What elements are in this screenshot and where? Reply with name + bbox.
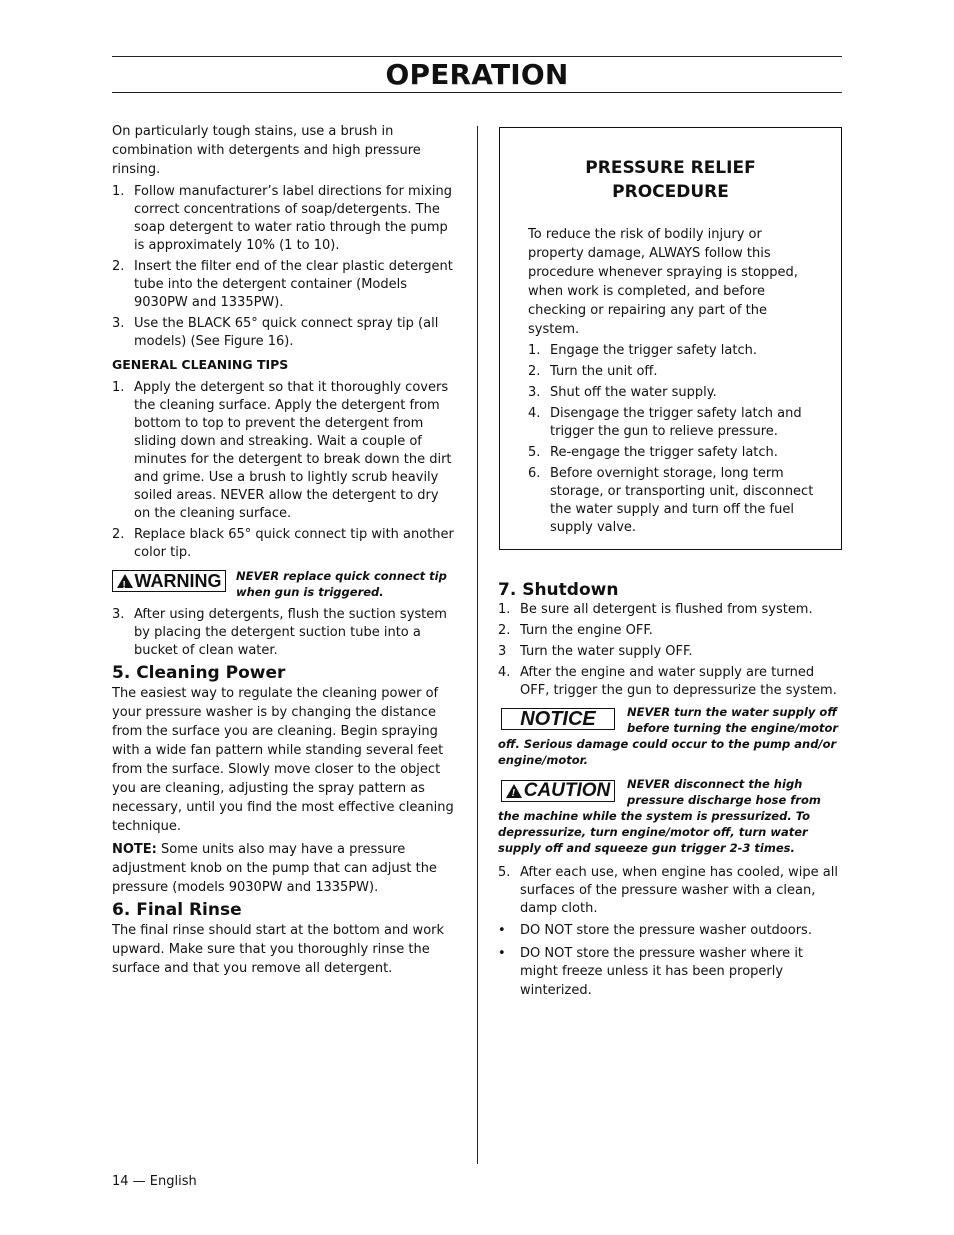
notice-badge: NOTICE [501, 708, 615, 730]
shutdown-steps [498, 601, 843, 700]
list-item: 2. Turn the unit off. [528, 364, 658, 379]
left-column [112, 122, 457, 982]
final-rinse-heading: 6. Final Rinse [112, 900, 242, 920]
list-item: 1. Be sure all detergent is flushed from system. [498, 602, 813, 617]
caution-badge: ! CAUTION [501, 780, 615, 802]
list-item: 5. Re-engage the trigger safety latch. [528, 445, 778, 460]
shutdown-heading: 7. Shutdown [498, 580, 619, 600]
list-item: 1. Follow manufacturer’s label directions for mixing correct concentrations of soap/detergents. The soap detergent to water ratio through the pump is approximately 10% (1 to 10). [112, 184, 453, 253]
intro-paragraph: On particularly tough stains, use a brush in combination with detergents and high pressure rinsing. [112, 124, 421, 177]
list-item: 1. Engage the trigger safety latch. [528, 343, 757, 358]
general-cleaning-tips-heading: GENERAL CLEANING TIPS [112, 357, 289, 372]
cleaning-tips-list [112, 379, 457, 562]
cleaning-power-note: NOTE: Some units also may have a pressure adjustment knob on the pump that can adjust the pressure (models 9030PW and 1335PW). [112, 842, 437, 895]
warning-triangle-icon [117, 574, 133, 588]
notice-text: NEVER turn the water supply off before turning the engine/motor off. Serious damage could occur to the pump and/or engine/motor. [498, 705, 839, 767]
list-item: 2. Insert the filter end of the clear plastic detergent tube into the detergent container (Models 9030PW and 1335PW). [112, 259, 453, 310]
list-item: 3. After using detergents, flush the suction system by placing the detergent suction tube into a bucket of clean water. [112, 607, 447, 658]
pressure-relief-body [528, 225, 818, 541]
caution-block [498, 776, 843, 856]
cleaning-power-body: The easiest way to regulate the cleaning power of your pressure washer is by changing the distance from the surface you are cleaning. Begin spraying with a wide fan pattern while standing several feet from the surface. Slowly move closer to the object you are cleaning, adjusting the spray pattern as necessary, until you find the most effective cleaning technique. [112, 686, 454, 834]
warning-text: NEVER replace quick connect tip when gun is triggered. [236, 569, 447, 599]
list-item: 2. Turn the engine OFF. [498, 623, 653, 638]
list-item: • DO NOT store the pressure washer outdoors. [498, 923, 812, 938]
notice-block [498, 704, 843, 768]
list-item: 3. Use the BLACK 65° quick connect spray tip (all models) (See Figure 16). [112, 316, 439, 349]
shutdown-steps-continued [498, 864, 843, 918]
header-top-rule [112, 56, 842, 57]
pressure-relief-title: PRESSURE RELIEF PROCEDURE [585, 158, 756, 202]
final-rinse-body: The final rinse should start at the bottom and work upward. Make sure that you thoroughly rinse the surface and that you remove all detergent. [112, 923, 445, 976]
list-item: 5. After each use, when engine has cooled, wipe all surfaces of the pressure washer with a clean, damp cloth. [498, 865, 838, 916]
list-item: 4. After the engine and water supply are turned OFF, trigger the gun to depressurize the system. [498, 665, 837, 698]
warning-notice [112, 568, 457, 600]
caution-triangle-icon [506, 784, 522, 798]
list-item: 3 Turn the water supply OFF. [498, 644, 693, 659]
list-item: 1. Apply the detergent so that it thoroughly covers the cleaning surface. Apply the detergent from bottom to top to prevent the detergent from sliding down and streaking. Wait a couple of minutes for the detergent to break down the dirt and grime. Use a brush to lightly scrub heavily soiled areas. NEVER allow the detergent to dry on the cleaning surface. [112, 380, 452, 521]
list-item: 6. Before overnight storage, long term storage, or transporting unit, disconnect the water supply and turn off the fuel supply valve. [528, 466, 814, 535]
cleaning-power-heading: 5. Cleaning Power [112, 663, 286, 683]
pressure-relief-box [499, 127, 842, 550]
pressure-relief-intro: To reduce the risk of bodily injury or property damage, ALWAYS follow this procedure whenever spraying is stopped, when work is completed, and before checking or repairing any part of the system. [528, 227, 798, 337]
list-item: • DO NOT store the pressure washer where it might freeze unless it has been properly winterized. [498, 945, 804, 998]
caution-text: NEVER disconnect the high pressure discharge hose from the machine while the system is pressurized. To depressurize, turn engine/motor off, turn water supply off and squeeze gun trigger 2-3 times. [498, 777, 821, 855]
right-column [498, 577, 843, 1004]
pressure-relief-steps [528, 342, 818, 537]
page-title: OPERATION [385, 58, 569, 91]
list-item: 2. Replace black 65° quick connect tip with another color tip. [112, 527, 454, 560]
cleaning-tips-list-continued [112, 606, 457, 660]
page-footer: 14 — English [112, 1174, 197, 1189]
column-divider [477, 126, 478, 1164]
detergent-steps [112, 183, 457, 351]
list-item: 3. Shut off the water supply. [528, 385, 717, 400]
warning-badge: ! WARNING [112, 570, 226, 592]
header-bottom-rule [112, 92, 842, 93]
list-item: 4. Disengage the trigger safety latch and trigger the gun to relieve pressure. [528, 406, 802, 439]
